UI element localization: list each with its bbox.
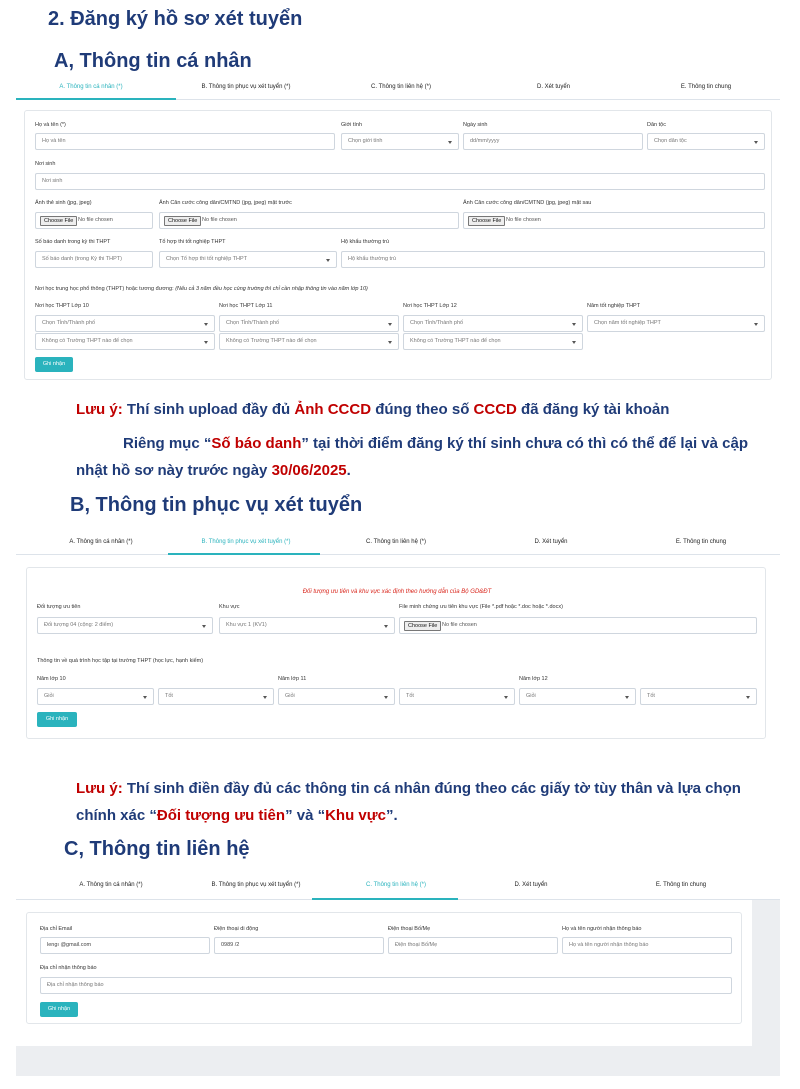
school-hint-italic: (Nếu cả 3 năm đều học cùng trường thì chỉ cần nhập thông tin vào năm lớp 10) [175,286,368,292]
residence-label: Hộ khẩu thường trú [341,239,389,245]
note-text: Riêng mục “ [123,435,212,452]
choose-file-button[interactable]: Choose File [164,216,201,226]
candidate-number-label: Số báo danh trong kỳ thi THPT [35,239,111,245]
active-tab-indicator [16,98,176,100]
choose-file-button[interactable]: Choose File [468,216,505,226]
tab-general[interactable]: E. Thông tin chung [655,882,707,888]
grade12-label: Nơi học THPT Lớp 12 [403,303,457,309]
note-text: ”. [385,807,398,824]
grade10-school-select[interactable]: Không có Trường THPT nào để chọn [35,333,215,350]
choose-file-button[interactable]: Choose File [404,621,441,631]
choose-file-button[interactable]: Choose File [40,216,77,226]
tab-admission-info[interactable]: B. Thông tin phục vụ xét tuyển (*) [211,882,301,888]
grade12-province-select[interactable]: Chọn Tỉnh/Thành phố [403,315,583,332]
tab-contact[interactable]: C. Thông tin liên hệ (*) [366,539,426,545]
screenshot-contact-info [16,876,780,1076]
recipient-name-input[interactable]: Họ và tên người nhận thông báo [562,937,732,954]
tab-contact[interactable]: C. Thông tin liên hệ (*) [366,882,426,888]
note-priority [76,775,776,829]
note-highlight: Ảnh CCCD [294,401,372,418]
note-text: đúng theo số [371,401,474,418]
tab-contact[interactable]: C. Thông tin liên hệ (*) [371,84,431,90]
note-text: đã đăng ký tài khoản [516,401,670,418]
tab-admission-info[interactable]: B. Thông tin phục vụ xét tuyển (*) [201,539,291,545]
grade12-school-select[interactable]: Không có Trường THPT nào để chọn [403,333,583,350]
personal-form [24,110,772,380]
note-text: Thí sinh upload đầy đủ [122,401,295,418]
active-tab-indicator [168,553,320,555]
parent-phone-input[interactable]: Điện thoại Bố/Mẹ [388,937,558,954]
note-text: . [346,462,351,479]
note-candidate-number [76,430,776,484]
tab-bar [16,78,780,100]
gender-label: Giới tính [341,122,363,128]
tab-personal[interactable]: A. Thông tin cá nhân (*) [59,84,123,90]
contact-card [16,900,752,1046]
note-cccd [76,396,776,423]
tab-admission-info[interactable]: B. Thông tin phục vụ xét tuyển (*) [201,84,291,90]
tab-general[interactable]: E. Thông tin chung [680,84,732,90]
parent-phone-label: Điện thoại Bố/Mẹ [388,926,431,932]
region-select[interactable]: Khu vực 1 (KV1) [219,617,395,634]
heading-a: A, Thông tin cá nhân [54,50,252,72]
tab-bar [16,876,780,900]
tab-personal[interactable]: A. Thông tin cá nhân (*) [79,882,143,888]
tab-admission[interactable]: D. Xét tuyển [534,539,568,545]
id-front-file-input[interactable] [159,212,459,229]
note-label: Lưu ý: [76,780,123,797]
photo-file-input[interactable] [35,212,153,229]
priority-label: Đối tượng ưu tiên [37,604,81,610]
photo-label: Ảnh thẻ sinh (jpg, jpeg) [35,200,92,206]
recipient-name-label: Họ và tên người nhận thông báo [562,926,642,932]
file-status: No file chosen [442,622,477,628]
note-text: ” tại thời điểm đăng ký thí sinh chưa có thì có thể để lại và cập nhật hồ sơ này trước ngày [76,435,748,479]
priority-note: Đối tượng ưu tiên và khu vực xác định theo hướng dẫn của Bộ GD&ĐT [302,589,492,595]
fullname-input[interactable]: Họ và tên [35,133,335,150]
tab-general[interactable]: E. Thông tin chung [675,539,727,545]
year10-label: Năm lớp 10 [37,676,66,682]
note-highlight: CCCD [473,401,517,418]
phone-input[interactable]: 0989 /2 [214,937,384,954]
evidence-file-input[interactable] [399,617,757,634]
school-hint [35,286,368,292]
priority-select[interactable]: Đối tượng 04 (cộng: 2 điểm) [37,617,213,634]
file-status: No file chosen [506,217,541,223]
birthplace-input[interactable]: Nơi sinh [35,173,765,190]
grade10-province-select[interactable]: Chọn Tỉnh/Thành phố [35,315,215,332]
admission-form [26,567,766,739]
birthplace-label: Nơi sinh [35,161,56,167]
screenshot-personal-info [16,78,780,384]
year12-conduct-select[interactable]: Tốt [640,688,757,705]
contact-form [26,912,742,1024]
id-back-label: Ảnh Căn cước công dân/CMTND (jpg, jpeg) mặt sau [463,200,592,206]
year12-academic-select[interactable]: Giỏi [519,688,636,705]
address-label: Địa chỉ nhận thông báo [40,965,97,971]
year10-academic-select[interactable]: Giỏi [37,688,154,705]
ethnicity-label: Dân tộc [647,122,666,128]
region-label: Khu vực [219,604,240,610]
ethnicity-select[interactable]: Chọn dân tộc [647,133,765,150]
school-hint-text: Nơi học trung học phổ thông (THPT) hoặc tương đương: [35,286,174,292]
file-status: No file chosen [78,217,113,223]
note-highlight: Số báo danh [211,435,302,452]
note-deadline: 30/06/2025 [271,462,347,479]
exam-combo-label: Tổ hợp thi tốt nghiệp THPT [159,239,226,245]
grade11-school-select[interactable]: Không có Trường THPT nào để chọn [219,333,399,350]
tab-personal[interactable]: A. Thông tin cá nhân (*) [69,539,133,545]
phone-label: Điện thoại di động [214,926,259,932]
year10-conduct-select[interactable]: Tốt [158,688,274,705]
tab-admission[interactable]: D. Xét tuyển [514,882,548,888]
email-input[interactable]: lengı @gmail.com [40,937,210,954]
submit-button[interactable]: Ghi nhận [40,1002,78,1017]
id-back-file-input[interactable] [463,212,765,229]
grad-year-label: Năm tốt nghiệp THPT [587,303,641,309]
evidence-file-label: File minh chứng ưu tiên khu vực (File *.pdf hoặc *.doc hoặc *.docx) [399,604,563,610]
tab-admission[interactable]: D. Xét tuyển [536,84,571,90]
fullname-label: Họ và tên (*) [35,122,66,128]
year11-academic-select[interactable]: Giỏi [278,688,395,705]
note-label: Lưu ý: [76,401,123,418]
dob-input[interactable]: dd/mm/yyyy [463,133,643,150]
study-hint: Thông tin về quá trình học tập tại trường THPT (học lực, hạnh kiểm) [37,658,204,664]
address-input[interactable]: Địa chỉ nhận thông báo [40,977,732,994]
year12-label: Năm lớp 12 [519,676,548,682]
grad-year-select[interactable]: Chọn năm tốt nghiệp THPT [587,315,765,332]
gender-select[interactable]: Chọn giới tính [341,133,459,150]
heading-b: B, Thông tin phục vụ xét tuyển [70,494,363,516]
submit-button[interactable]: Ghi nhận [35,357,73,372]
note-text: ” và “ [285,807,326,824]
grade11-province-select[interactable]: Chọn Tỉnh/Thành phố [219,315,399,332]
email-label: Địa chỉ Email [40,926,73,932]
section-heading: 2. Đăng ký hồ sơ xét tuyển [48,8,303,30]
id-front-label: Ảnh Căn cước công dân/CMTND (jpg, jpeg) mặt trước [159,200,292,206]
residence-input[interactable]: Hộ khẩu thường trú [341,251,765,268]
file-status: No file chosen [202,217,237,223]
note-highlight: Đối tượng ưu tiên [156,807,286,824]
screenshot-admission-info [16,533,780,763]
submit-button[interactable]: Ghi nhận [37,712,77,727]
note-text: Thí sinh điền đầy đủ các thông tin cá nhân đúng theo các giấy tờ tùy thân và lựa chọn chính xác “ [76,780,741,824]
year11-conduct-select[interactable]: Tốt [399,688,515,705]
candidate-number-input[interactable]: Số báo danh (trong Kỳ thi THPT) [35,251,153,268]
grade10-label: Nơi học THPT Lớp 10 [35,303,89,309]
grade11-label: Nơi học THPT Lớp 11 [219,303,273,309]
year11-label: Năm lớp 11 [278,676,307,682]
exam-combo-select[interactable]: Chọn Tổ hợp thi tốt nghiệp THPT [159,251,337,268]
tab-bar [16,533,780,555]
dob-label: Ngày sinh [463,122,488,128]
note-highlight: Khu vực [325,807,386,824]
heading-c: C, Thông tin liên hệ [64,838,250,860]
